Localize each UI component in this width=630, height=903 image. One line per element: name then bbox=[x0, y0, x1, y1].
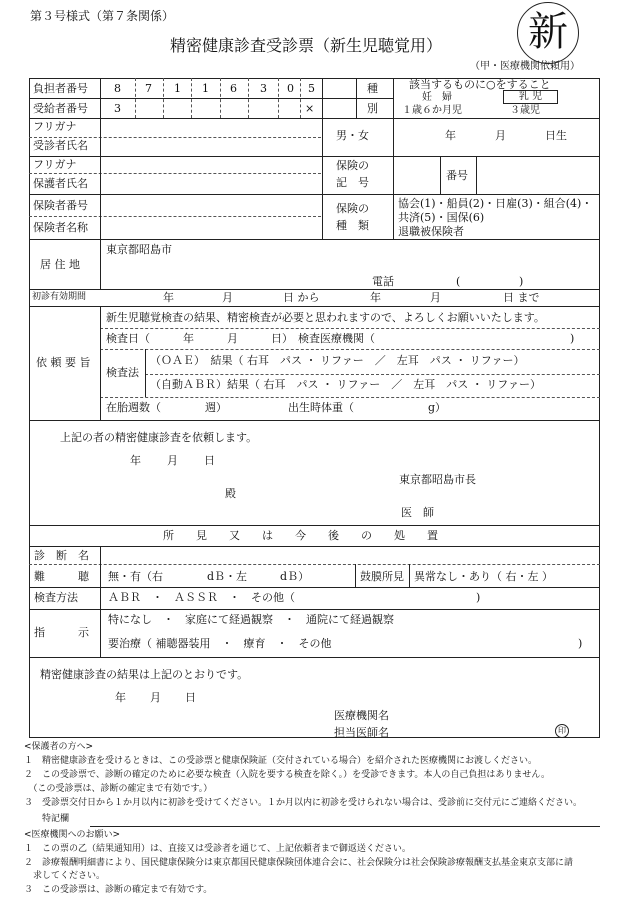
result-text: 精密健康診査の結果は上記のとおりです。 bbox=[40, 668, 249, 681]
insurer-name-label: 保険者名称 bbox=[33, 221, 88, 234]
institution-notes-head: <医療機関へのお願い> bbox=[24, 830, 121, 840]
birth-month: 月 bbox=[495, 129, 506, 142]
payer-digit: 1 bbox=[174, 82, 181, 95]
insurance-option: 協会(1)・船員(2)・日雇(3)・組合(4)・ bbox=[398, 197, 593, 210]
validity-m2: 月 bbox=[430, 291, 441, 304]
addressee-suffix: 殿 bbox=[225, 487, 236, 500]
insurance-type-label: 保険の bbox=[336, 202, 369, 215]
kind-label: 種 bbox=[367, 82, 378, 95]
institution-note: ３ この受診票は、診断の確定まで有効です。 bbox=[24, 885, 213, 895]
insurance-mark-label: 記 号 bbox=[336, 176, 369, 189]
tel-paren: ( bbox=[456, 275, 461, 288]
insurance-mark-label: 保険の bbox=[336, 159, 369, 172]
address-label: 居 住 地 bbox=[40, 258, 80, 271]
insurance-type-label: 種 類 bbox=[336, 219, 369, 232]
abr-result: （自動ＡＢＲ）結果（ 右耳 パス ・ リファー ／ 左耳 パス ・ リファー） bbox=[150, 378, 542, 391]
method2-label: 検査方法 bbox=[34, 591, 78, 604]
request-year: 年 bbox=[130, 454, 141, 467]
guardian-note: ３ 受診票交付日から１か月以内に初診を受けてください。１か月以内に初診を受けられない場合は、受診前に交付元にご連絡ください。 bbox=[24, 798, 583, 808]
institution-note: 求してください。 bbox=[24, 871, 106, 881]
findings-header: 所 見 又 は 今 後 の 処 置 bbox=[163, 529, 438, 542]
oae-result: （ＯＡＥ） 結果（ 右耳 パス ・ リファー ／ 左耳 パス ・ リファー） bbox=[150, 354, 525, 367]
validity-y1: 年 bbox=[163, 291, 174, 304]
recipient-digit: 3 bbox=[114, 102, 121, 115]
birth-weight: 出生時体重（ bbox=[288, 401, 354, 414]
guardian-note: （この受診票は、診断の確定まで有効です。） bbox=[24, 784, 213, 794]
payer-digit: 5 bbox=[308, 82, 315, 95]
validity-y2: 年 bbox=[370, 291, 381, 304]
exam-institution: 検査医療機関（ bbox=[298, 332, 375, 345]
method2-paren: ) bbox=[476, 591, 481, 604]
seal-mark: 印 bbox=[555, 724, 569, 738]
category-age1: １歳６か月児 bbox=[402, 105, 462, 116]
guardian-note: １ 精密健康診査を受けるときは、この受診票と健康保険証（交付されている場合）を紹介された医療機関にお渡しください。 bbox=[24, 756, 538, 766]
guardian-name-label: 保護者氏名 bbox=[33, 177, 88, 190]
validity-label: 初診有効期間 bbox=[32, 292, 87, 302]
payer-digit: 8 bbox=[114, 82, 121, 95]
payer-digit: 1 bbox=[202, 82, 209, 95]
kind-label: 別 bbox=[367, 102, 378, 115]
category-pregnant: 妊 婦 bbox=[422, 92, 452, 103]
guardian-note: ２ この受診票で、診断の確定のために必要な検査（入院を要する検査を除く。）を受診できます。本人の自己負担はありません。 bbox=[24, 770, 550, 780]
request-day: 日 bbox=[204, 454, 215, 467]
birth-year: 年 bbox=[445, 129, 456, 142]
method-label: 検査法 bbox=[106, 366, 139, 379]
insurer-no-label: 保険者番号 bbox=[33, 199, 88, 212]
eardrum-label: 鼓膜所見 bbox=[360, 570, 404, 583]
sex-options: 男・女 bbox=[336, 129, 369, 142]
diagnosis-label: 診 断 名 bbox=[34, 549, 89, 562]
address-value: 東京都昭島市 bbox=[106, 243, 172, 256]
instruction-line2: 要治療（ 補聴器装用 ・ 療育 ・ その他 bbox=[108, 637, 332, 650]
hearing-value: 無・有（右 dＢ・左 dＢ） bbox=[108, 570, 310, 583]
payer-digit: 3 bbox=[260, 82, 267, 95]
payer-label: 負担者番号 bbox=[33, 82, 88, 95]
birth-day: 日生 bbox=[545, 129, 567, 142]
exam-paren: ) bbox=[570, 332, 575, 345]
hearing-label: 難 聴 bbox=[34, 570, 89, 583]
request-text: 上記の者の精密健康診査を依頼します。 bbox=[60, 431, 258, 444]
instruction-label: 指 示 bbox=[34, 626, 89, 639]
form-title: 精密健康診査受診票（新生児聴覚用） bbox=[170, 36, 443, 55]
number-label: 番号 bbox=[446, 169, 468, 182]
insurance-option: 退職被保険者 bbox=[398, 225, 464, 238]
tel-label: 電話 bbox=[372, 275, 394, 288]
institution-note: ２ 診療報酬明細書により、国民健康保険分は東京都国民健康保険団体連合会に、社会保険分は社会保険診療報酬支払基金東京支部に請 bbox=[24, 858, 574, 868]
result-year: 年 bbox=[115, 691, 126, 704]
tel-paren: ) bbox=[519, 275, 524, 288]
form-number: 第３号様式（第７条関係） bbox=[30, 9, 175, 23]
insurance-option: 共済(5)・国保(6) bbox=[398, 211, 485, 224]
recipient-digit: × bbox=[305, 102, 315, 115]
category-age3: ３歳児 bbox=[510, 105, 540, 116]
furigana-label: フリガナ bbox=[33, 120, 77, 133]
request-line1: 新生児聴覚検査の結果、精密検査が必要と思われますので、よろしくお願いいたします。 bbox=[106, 311, 545, 324]
instruction-paren: ) bbox=[578, 637, 583, 650]
eardrum-value: 異常なし・あり（ 右・左 ） bbox=[414, 570, 553, 583]
instruction-line1: 特になし ・ 家庭にて経過観察 ・ 通院にて経過観察 bbox=[108, 613, 394, 626]
patient-name-label: 受診者氏名 bbox=[33, 139, 88, 152]
validity-d2: 日 まで bbox=[503, 291, 540, 304]
gestation-weeks: 在胎週数（ 週） bbox=[106, 401, 227, 414]
doctor-label: 医 師 bbox=[401, 506, 434, 519]
exam-date: 検査日（ 年 月 日） bbox=[106, 332, 293, 345]
mayor-name: 東京都昭島市長 bbox=[399, 473, 476, 486]
category-infant: 乳 児 bbox=[503, 90, 558, 104]
payer-digit: 7 bbox=[145, 82, 152, 95]
method2-value: ＡＢＲ ・ ＡＳＳＲ ・ その他（ bbox=[108, 591, 295, 604]
new-seal: 新 bbox=[517, 2, 579, 64]
request-month: 月 bbox=[167, 454, 178, 467]
recipient-label: 受給者番号 bbox=[33, 102, 88, 115]
payer-digit: 6 bbox=[230, 82, 237, 95]
result-day: 日 bbox=[185, 691, 196, 704]
institution-note: １ この票の乙（結果通知用）は、直接又は受診者を通じて、上記依頼者まで御返送ください。 bbox=[24, 844, 411, 854]
guardian-notes-head: <保護者の方へ> bbox=[24, 742, 94, 752]
doctor-name-label: 担当医師名 bbox=[334, 726, 389, 739]
birth-weight-unit: g） bbox=[428, 401, 447, 414]
validity-d1: 日 から bbox=[283, 291, 320, 304]
request-label: 依 頼 要 旨 bbox=[36, 356, 91, 369]
validity-m1: 月 bbox=[222, 291, 233, 304]
payer-digit: 0 bbox=[287, 82, 294, 95]
institution-name-label: 医療機関名 bbox=[334, 709, 389, 722]
result-month: 月 bbox=[150, 691, 161, 704]
form-subtitle: （甲・医療機関依頼用） bbox=[470, 61, 580, 72]
category-head: 該当するものに○をすること bbox=[409, 78, 551, 91]
furigana-label: フリガナ bbox=[33, 158, 77, 171]
remarks-label: 特記欄 bbox=[42, 814, 70, 824]
